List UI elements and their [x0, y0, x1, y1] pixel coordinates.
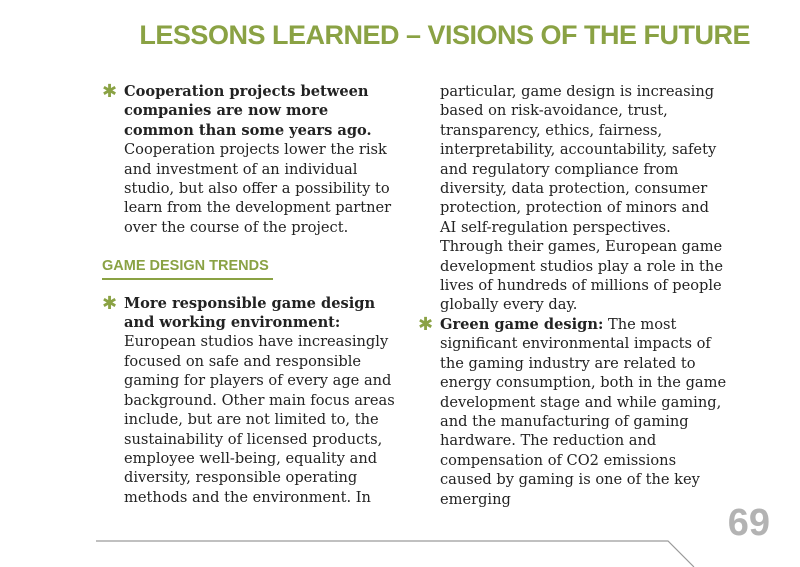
bullet-heading: Cooperation projects between companies are now more common than some years ago.	[124, 83, 372, 139]
bullet-body: European studios have increasingly focused on safe and responsible gaming for players of every age and background. Other main focus areas include, but are not limited to, the sustainability of licensed products, employee well-being, equality and diversity, responsible operating methods and the environment. In	[124, 333, 395, 506]
bullet-responsible-game-design	[102, 294, 402, 507]
left-column	[102, 82, 402, 507]
bullet-green-game-design	[418, 315, 728, 509]
page-number: 69	[727, 502, 770, 544]
bullet-body: The most significant environmental impacts of the gaming industry are related to energy consumption, both in the game development stage and while gaming, and the manufacturing of gaming hardware. The reduction and compensation of CO2 emissions caused by gaming is one of the key emerging	[440, 315, 727, 508]
asterisk-bullet-icon: ✱	[102, 81, 118, 102]
bullet-heading: Green game design:	[440, 315, 604, 333]
bullet-heading: More responsible game design and working environment:	[124, 294, 376, 332]
asterisk-bullet-icon: ✱	[102, 292, 118, 314]
asterisk-bullet-icon: ✱	[418, 313, 434, 335]
bullet-cooperation-projects	[102, 82, 402, 237]
continued-paragraph: particular, game design is increasing based on risk-avoidance, trust, transparency, ethics, fairness, interpretability, accountability, safety and regulatory compliance from diversity, data protection, consumer protection, protection of minors and AI self-regulation perspectives. Through their games, European game development studios play a role in the lives of hundreds of millions of people globally every day.	[440, 83, 723, 314]
footer-divider-line	[0, 535, 800, 567]
bullet-body: Cooperation projects lower the risk and investment of an individual studio, but also offer a possibility to learn from the development partner over the course of the project.	[124, 141, 392, 236]
section-heading-game-design-trends: GAME DESIGN TRENDS	[102, 257, 273, 279]
page-header-title: LESSONS LEARNED – VISIONS OF THE FUTURE	[139, 20, 750, 50]
right-column	[418, 82, 728, 509]
